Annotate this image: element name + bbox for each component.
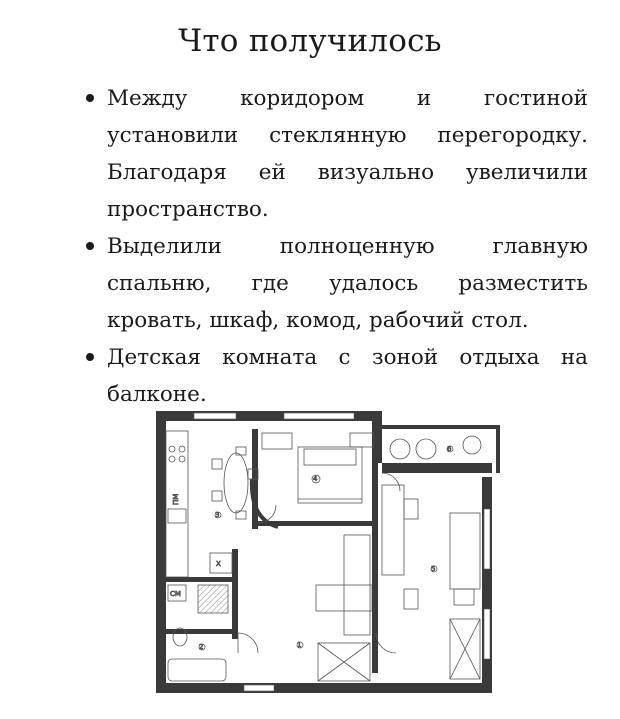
room-number-5: 5 [431,565,436,573]
living-room [215,511,372,681]
bullet-dot-icon [86,242,94,250]
bullet-text: Выделили полноценную главную спальню, где удалось разместить кровать, шкаф, комод, рабочий стол. [107,234,588,333]
room-number-6: 6 [447,445,452,453]
box-label: X [216,560,221,568]
room-number-4: 4 [313,475,318,483]
room-number-1: 1 [297,641,302,649]
kids-room [382,485,480,679]
bullet-dot-icon [86,353,94,361]
room-number-2: 2 [199,643,204,651]
fridge-label: ПМ [172,493,180,505]
bullet-item [80,228,588,339]
bullet-text: Детская комната с зоной отдыха на балконе. [107,345,588,407]
balcony [390,436,481,459]
room-number-3: 3 [215,511,220,519]
bedroom [262,433,374,503]
bullet-item [80,80,588,228]
washer-label: СМ [170,590,181,598]
kitchen [166,431,232,577]
bullet-dot-icon [86,94,94,102]
page-title: Что получилось [178,23,442,59]
bullet-text: Между коридором и гостиной установили стеклянную перегородку. Благодаря ей визуально увеличили пространство. [107,86,588,222]
interior-walls [166,429,378,673]
floor-plan [154,409,500,697]
bullet-list [80,80,588,413]
bullet-item [80,339,588,413]
floor-plan-drawing [154,409,500,697]
